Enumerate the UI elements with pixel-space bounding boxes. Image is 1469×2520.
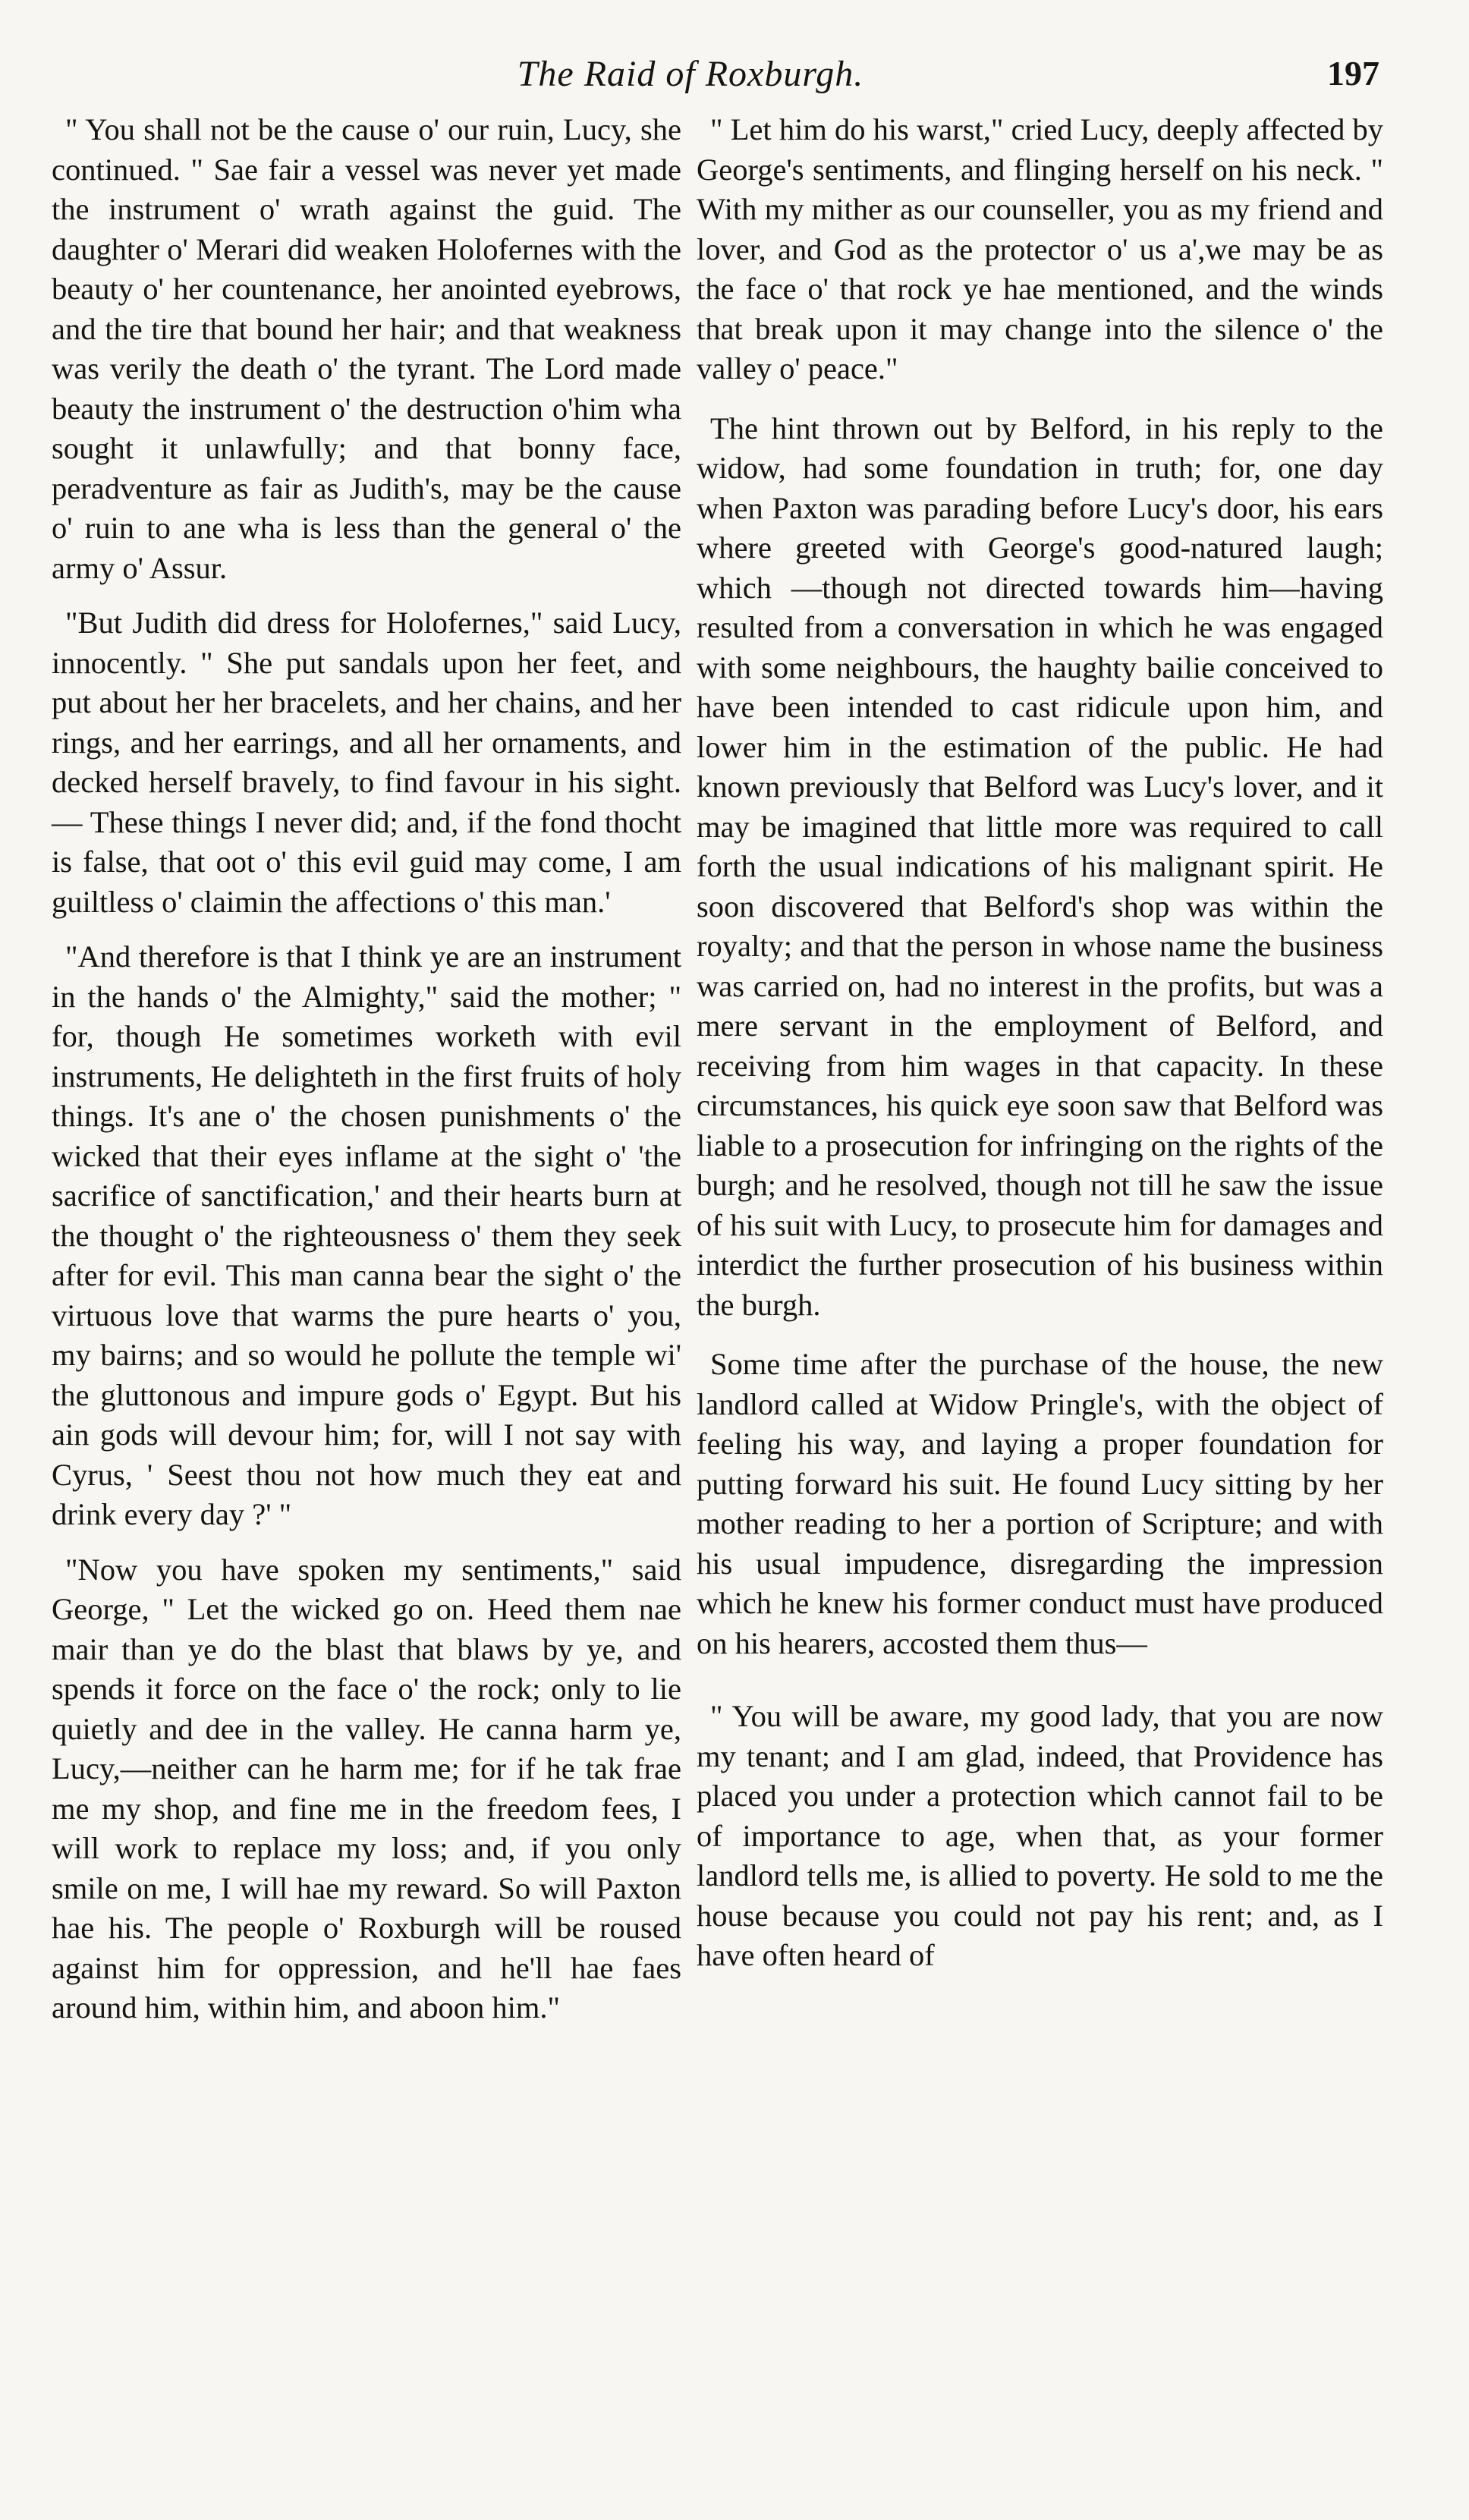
left-column (52, 110, 681, 2043)
paragraph: " You shall not be the cause o' our ruin, Lucy, she continued. " Sae fair a vessel was never yet made the instrument o' wrath against the guid. The daughter o' Merari did weaken Holofernes with the beauty o' her countenance, her anointed eyebrows, and the tire that bound her hair; and that weakness was verily the death o' the tyrant. The Lord made beauty the instrument o' the destruction o'him wha sought it unlawfully; and that bonny face, peradventure as fair as Judith's, may be the cause o' ruin to ane wha is less than the general o' the army o' Assur. (52, 112, 681, 585)
right-column (697, 110, 1383, 1996)
paragraph: " You will be aware, my good lady, that you are now my tenant; and I am glad, indeed, that Providence has placed you under a protection which cannot fail to be of importance to age, when that, as your former landlord tells me, is allied to poverty. He sold to me the house because you could not pay his rent; and, as I have often heard of (697, 1699, 1383, 1972)
paragraph: "But Judith did dress for Holofernes," said Lucy, innocently. " She put sandals upon her feet, and put about her her bracelets, and her chains, and her rings, and her earrings, and all her ornaments, and decked herself bravely, to find favour in his sight.— These things I never did; and, if the fond thocht is false, that oot o' this evil guid may come, I am guiltless o' claimin the affections o' this man.' (52, 606, 681, 919)
page-number: 197 (1327, 54, 1379, 93)
paragraph: "And therefore is that I think ye are an instrument in the hands o' the Almighty," said the mother; " for, though He sometimes worketh with evil instruments, He delighteth in the first fruits of holy things. It's ane o' the chosen punishments o' the wicked that their eyes inflame at the sight o' 'the sacrifice of sanctification,' and their hearts burn at the thought o' the righteousness o' them they seek after for evil. This man canna bear the sight o' the virtuous love that warms the pure hearts o' you, my bairns; and so would he pollute the temple wi' the gluttonous and impure gods o' Egypt. But his ain gods will devour him; for, will I not say with Cyrus, ' Seest thou not how much they eat and drink every day ?' " (52, 939, 681, 1531)
paragraph: "Now you have spoken my sentiments," said George, " Let the wicked go on. Heed them nae mair than ye do the blast that blaws by ye, and spends it force on the face o' the rock; only to lie quietly and dee in the valley. He canna harm ye, Lucy,—neither can he harm me; for if he tak frae me my shop, and fine me in the freedom fees, I will work to replace my loss; and, if you only smile on me, I will hae my reward. So will Paxton hae his. The people o' Roxburgh will be roused against him for oppression, and he'll hae faes around him, within him, and aboon him." (52, 1552, 681, 2024)
paragraph: The hint thrown out by Belford, in his reply to the widow, had some foundation in truth; for, one day when Paxton was parading before Lucy's door, his ears where greeted with George's good-natured laugh; which —though not directed towards him—having resulted from a conversation in which he was engaged with some neighbours, the haughty bailie conceived to have been intended to cast ridicule upon him, and lower him in the estimation of the public. He had known previously that Belford was Lucy's lover, and it may be imagined that little more was required to call forth the usual indications of his malignant spirit. He soon discovered that Belford's shop was within the royalty; and that the person in whose name the business was carried on, had no interest in the profits, but was a mere servant in the employment of Belford, and receiving from him wages in that capacity. In these circumstances, his quick eye soon saw that Belford was liable to a prosecution for infringing on the rights of the burgh; and he resolved, though not till he saw the issue of his suit with Lucy, to prosecute him for damages and interdict the further prosecution of his business within the burgh. (697, 411, 1383, 1322)
paragraph: " Let him do his warst," cried Lucy, deeply affected by George's sentiments, and flinging herself on his neck. " With my mither as our counseller, you as my friend and lover, and God as the protector o' us a',we may be as the face o' that rock ye hae mentioned, and the winds that break upon it may change into the silence o' the valley o' peace." (697, 112, 1383, 385)
paragraph: Some time after the purchase of the house, the new landlord called at Widow Pringle's, with the object of feeling his way, and laying a proper foundation for putting forward his suit. He found Lucy sitting by her mother reading to her a portion of Scripture; and with his usual impudence, disregarding the impression which he knew his former conduct must have produced on his hearers, accosted them thus— (697, 1347, 1383, 1660)
running-head (0, 53, 1469, 99)
running-title: The Raid of Roxburgh. (517, 54, 864, 94)
